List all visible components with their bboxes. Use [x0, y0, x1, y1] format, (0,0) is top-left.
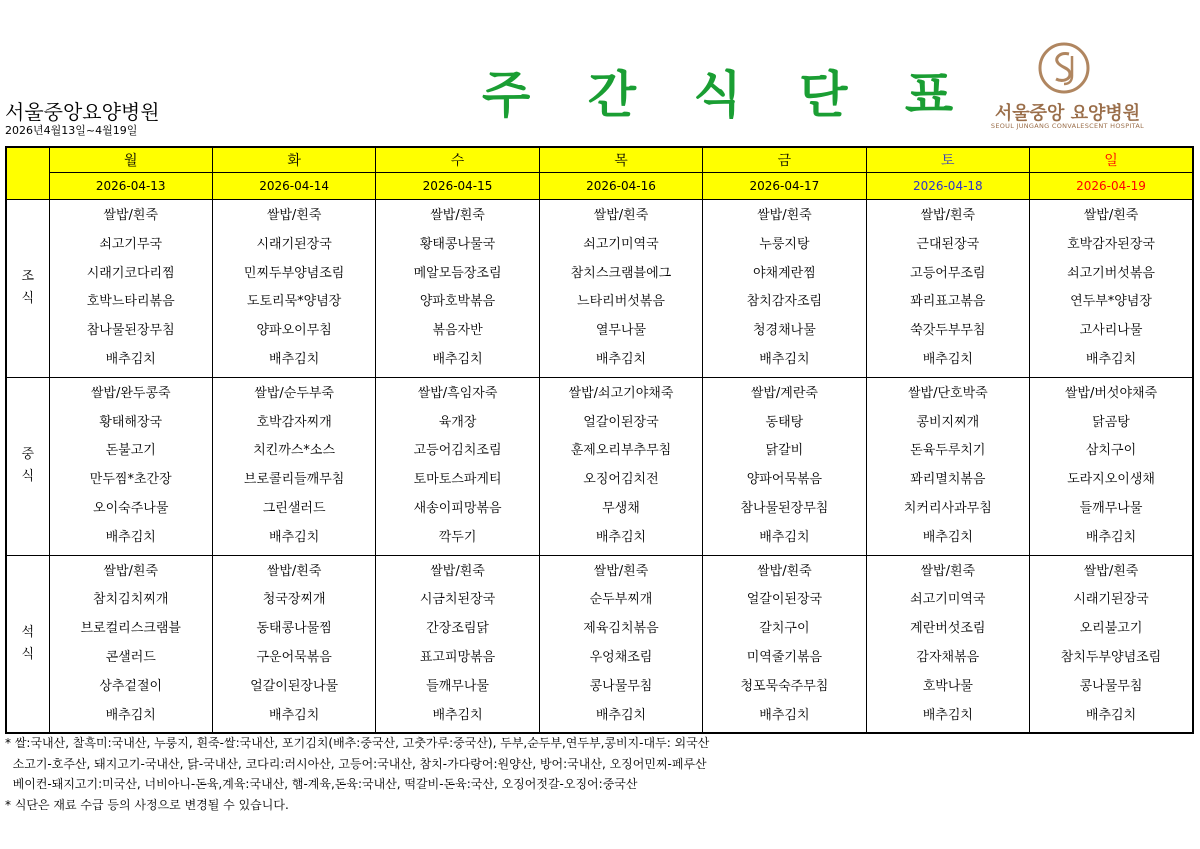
- menu-cell: [49, 555, 212, 733]
- menu-cell: [703, 200, 866, 378]
- menu-item: 야채계란찜: [753, 265, 816, 281]
- menu-cell: [212, 555, 375, 733]
- menu-item: 쌀밥/흰죽: [430, 208, 485, 223]
- menu-cell: [1030, 555, 1193, 733]
- menu-cell: [866, 377, 1029, 555]
- menu-item: 양파오이무침: [256, 323, 332, 339]
- menu-item: 시금치된장국: [419, 592, 496, 608]
- menu-item: 배추김치: [595, 351, 647, 367]
- meal-label-bottom: 식: [21, 291, 35, 307]
- date-header: 2026-04-16: [539, 173, 702, 200]
- menu-item: 오징어김치전: [583, 472, 659, 488]
- menu-item: 근대된장국: [916, 236, 980, 252]
- menu-item: 콩비지찌개: [916, 414, 980, 430]
- menu-item: 쌀밥/흰죽: [266, 208, 322, 223]
- menu-item: 치커리사과무침: [903, 500, 992, 516]
- menu-item: 배추김치: [269, 529, 320, 545]
- menu-item: 동태콩나물찜: [256, 621, 332, 637]
- menu-item: 상추겉절이: [99, 678, 163, 694]
- menu-item: 계란버섯조림: [910, 621, 986, 637]
- menu-item: 도토리묵*양념장: [246, 294, 342, 310]
- menu-cell: [539, 200, 702, 378]
- menu-item: 쇠고기무국: [99, 236, 163, 252]
- menu-item: 육개장: [438, 414, 477, 430]
- meal-row: [6, 200, 1193, 378]
- menu-item: 새송이피망볶음: [413, 500, 502, 516]
- menu-cell: [539, 377, 702, 555]
- menu-item: 누룽지탕: [759, 236, 810, 252]
- meal-label-top: 석: [21, 624, 35, 640]
- note-line: 베이컨-돼지고기:미국산, 너비아니-돈육,계육:국내산, 햄-계육,돈육:국내산, 떡갈비-돈육:국산, 오징어젓갈-오징어:중국산: [5, 777, 638, 791]
- menu-cell: [212, 377, 375, 555]
- menu-item: 표고피망볶음: [419, 649, 496, 665]
- weekly-menu-table: [5, 146, 1194, 734]
- menu-item: 쌀밥/계란죽: [750, 385, 818, 401]
- note-line: 소고기-호주산, 돼지고기-국내산, 닭-국내산, 코다리:러시아산, 고등어:국내산, 참치-가다랑어:원양산, 방어:국내산, 오징어민찌-페루산: [5, 756, 707, 771]
- menu-item: 호박나물: [922, 678, 973, 694]
- menu-item: 쌀밥/흰죽: [103, 208, 159, 223]
- date-header-row: [6, 173, 1193, 200]
- menu-item: 호박느타리볶음: [86, 294, 175, 310]
- menu-item: 고등어무조림: [910, 265, 986, 281]
- menu-item: 참치김치찌개: [93, 592, 169, 608]
- date-header: 2026-04-17: [703, 173, 866, 200]
- menu-cell: [376, 555, 539, 733]
- menu-item: 오리불고기: [1079, 621, 1143, 637]
- menu-cell: [212, 200, 375, 378]
- menu-item: 참치두부양념조림: [1060, 649, 1162, 665]
- menu-item: 호박감자된장국: [1067, 236, 1155, 252]
- menu-item: 만두찜*초간장: [89, 472, 172, 488]
- menu-item: 배추김치: [922, 707, 973, 723]
- menu-cell: [866, 555, 1029, 733]
- day-header: 목: [539, 147, 702, 173]
- menu-item: 시래기된장국: [256, 236, 332, 252]
- menu-item: 우엉채조림: [589, 649, 653, 665]
- menu-item: 황태해장국: [99, 414, 163, 430]
- menu-item: 쌀밥/흑임자죽: [417, 385, 498, 401]
- menu-item: 그린샐러드: [262, 500, 326, 516]
- menu-item: 고사리나물: [1079, 323, 1143, 339]
- menu-item: 민찌두부양념조림: [243, 265, 345, 281]
- menu-cell: [866, 200, 1029, 378]
- menu-item: 브로컬리스크램블: [80, 621, 181, 637]
- menu-item: 배추김치: [269, 707, 320, 723]
- menu-item: 쇠고기미역국: [583, 236, 659, 252]
- menu-item: 쌀밥/흰죽: [593, 208, 649, 223]
- menu-item: 쌀밥/흰죽: [430, 563, 485, 579]
- menu-item: 쌀밥/단호박죽: [907, 385, 988, 401]
- meal-label: [6, 200, 49, 378]
- meal-label-top: 중: [21, 447, 35, 463]
- menu-item: 참나물된장무침: [740, 500, 829, 516]
- menu-item: 들깨무나물: [1079, 500, 1143, 516]
- menu-item: 얼갈이된장국: [583, 414, 659, 430]
- menu-cell: [376, 200, 539, 378]
- menu-item: 콩나물무침: [589, 678, 653, 694]
- menu-cell: [376, 377, 539, 555]
- menu-item: 돈육두루치기: [910, 443, 986, 459]
- menu-item: 쌀밥/흰죽: [593, 563, 649, 579]
- meal-label: [6, 555, 49, 733]
- note-line: * 쌀:국내산, 찰흑미:국내산, 누룽지, 흰죽-쌀:국내산, 포기김치(배추:중국산, 고춧가루:중국산), 두부,순두부,연두부,콩비지-대두: 외국산: [5, 736, 710, 750]
- menu-item: 꽈리표고볶음: [910, 294, 986, 310]
- menu-cell: [49, 200, 212, 378]
- menu-item: 쌀밥/흰죽: [266, 563, 322, 579]
- menu-item: 배추김치: [105, 707, 156, 723]
- date-header: 2026-04-19: [1030, 173, 1193, 200]
- meal-row: [6, 555, 1193, 733]
- menu-item: 배추김치: [759, 529, 810, 545]
- menu-item: 쌀밥/흰죽: [757, 208, 812, 223]
- date-header: 2026-04-15: [376, 173, 539, 200]
- note-line: * 식단은 재료 수급 등의 사정으로 변경될 수 있습니다.: [5, 797, 289, 812]
- menu-item: 훈제오리부추무침: [570, 443, 672, 459]
- logo-subtitle: SEOUL JUNGANG CONVALESCENT HOSPITAL: [990, 122, 1145, 130]
- logo-name: 서울중앙 요양병원: [994, 103, 1141, 124]
- menu-item: 쌀밥/흰죽: [103, 563, 159, 579]
- menu-item: 참치감자조림: [746, 294, 823, 310]
- date-range: 2026년4월13일~4월19일: [5, 124, 138, 137]
- menu-item: 닭곰탕: [1092, 414, 1130, 430]
- meal-row: [6, 377, 1193, 555]
- menu-item: 시래기된장국: [1073, 592, 1149, 608]
- menu-item: 갈치구이: [759, 621, 810, 637]
- menu-cell: [539, 555, 702, 733]
- menu-item: 쌀밥/흰죽: [1083, 563, 1139, 579]
- menu-item: 오이숙주나물: [93, 500, 169, 516]
- menu-item: 동태탕: [765, 414, 804, 430]
- menu-item: 돈불고기: [105, 443, 156, 459]
- menu-item: 쌀밥/쇠고기야채죽: [568, 385, 674, 401]
- menu-item: 볶음자반: [432, 323, 483, 339]
- hospital-name: 서울중앙요양병원: [5, 100, 160, 124]
- menu-item: 배추김치: [1085, 529, 1137, 545]
- menu-item: 쌀밥/흰죽: [920, 208, 976, 223]
- menu-item: 참나물된장무침: [86, 323, 175, 339]
- menu-item: 들깨무나물: [426, 678, 489, 694]
- menu-item: 배추김치: [759, 707, 810, 723]
- menu-item: 배추김치: [105, 529, 156, 545]
- hospital-logo: [985, 42, 1150, 137]
- menu-item: 참치스크램블에그: [570, 265, 672, 281]
- meal-label-bottom: 식: [21, 646, 35, 662]
- origin-notes: [5, 733, 709, 815]
- menu-item: 감자채볶음: [916, 649, 980, 665]
- menu-item: 치킨까스*소스: [253, 443, 336, 459]
- menu-cell: [49, 377, 212, 555]
- menu-item: 얼갈이된장국: [746, 592, 823, 608]
- day-header: 금: [703, 147, 866, 173]
- page-title: 주 간 식 단 표: [482, 66, 974, 124]
- menu-item: 쌀밥/버섯야채죽: [1064, 385, 1158, 401]
- menu-item: 배추김치: [432, 351, 483, 367]
- menu-cell: [1030, 200, 1193, 378]
- meal-label: [6, 377, 49, 555]
- menu-item: 양파호박볶음: [419, 294, 496, 310]
- menu-item: 간장조림닭: [426, 621, 489, 637]
- menu-item: 얼갈이된장나물: [250, 678, 339, 694]
- menu-item: 순두부찌개: [589, 592, 653, 608]
- day-header: 토: [866, 147, 1029, 173]
- menu-item: 쑥갓두부무침: [910, 323, 986, 339]
- menu-item: 쇠고기미역국: [910, 592, 986, 608]
- menu-item: 느타리버섯볶음: [577, 294, 665, 310]
- menu-item: 콩나물무침: [1079, 678, 1143, 694]
- date-header: 2026-04-18: [866, 173, 1029, 200]
- menu-item: 미역줄기볶음: [746, 649, 823, 665]
- menu-item: 배추김치: [595, 529, 647, 545]
- menu-item: 청국장찌개: [262, 592, 326, 608]
- menu-item: 토마토스파게티: [413, 472, 502, 488]
- day-header-row: [6, 147, 1193, 173]
- menu-item: 시래기코다리찜: [86, 265, 175, 281]
- menu-item: 삼치구이: [1085, 443, 1137, 459]
- day-header: 일: [1030, 147, 1193, 173]
- menu-item: 쌀밥/완두콩죽: [90, 385, 171, 401]
- menu-item: 배추김치: [595, 707, 647, 723]
- menu-item: 무생채: [602, 500, 640, 516]
- menu-item: 콘샐러드: [105, 649, 156, 665]
- menu-item: 깍두기: [438, 529, 477, 545]
- menu-item: 배추김치: [1085, 707, 1137, 723]
- menu-item: 배추김치: [105, 351, 156, 367]
- date-header: 2026-04-13: [49, 173, 212, 200]
- menu-item: 쌀밥/흰죽: [1083, 208, 1139, 223]
- day-header: 화: [212, 147, 375, 173]
- menu-cell: [703, 377, 866, 555]
- menu-item: 쌀밥/흰죽: [920, 563, 976, 579]
- menu-cell: [1030, 377, 1193, 555]
- menu-item: 브로콜리들깨무침: [243, 472, 345, 488]
- corner-cell: [6, 147, 49, 200]
- menu-cell: [703, 555, 866, 733]
- meal-label-bottom: 식: [21, 469, 35, 485]
- menu-item: 청경채나물: [753, 323, 816, 339]
- menu-item: 닭갈비: [765, 443, 804, 459]
- meal-label-top: 조: [21, 269, 35, 285]
- date-header: 2026-04-14: [212, 173, 375, 200]
- menu-item: 고등어김치조림: [413, 443, 502, 459]
- menu-item: 황태콩나물국: [419, 236, 496, 252]
- menu-item: 배추김치: [269, 351, 320, 367]
- menu-item: 구운어묵볶음: [256, 649, 332, 665]
- menu-item: 배추김치: [1085, 351, 1137, 367]
- menu-item: 꽈리멸치볶음: [910, 472, 986, 488]
- menu-item: 쇠고기버섯볶음: [1067, 265, 1155, 281]
- menu-item: 쌀밥/순두부죽: [254, 385, 334, 401]
- menu-item: 배추김치: [922, 351, 973, 367]
- menu-item: 메알모듬장조림: [413, 265, 502, 281]
- menu-item: 배추김치: [432, 707, 483, 723]
- menu-item: 쌀밥/흰죽: [757, 563, 812, 579]
- day-header: 월: [49, 147, 212, 173]
- menu-item: 호박감자찌개: [256, 414, 332, 430]
- hospital-logo-icon: [1036, 42, 1092, 94]
- menu-item: 배추김치: [759, 351, 810, 367]
- menu-item: 배추김치: [922, 529, 973, 545]
- menu-item: 제육김치볶음: [583, 621, 659, 637]
- menu-item: 양파어묵볶음: [746, 472, 823, 488]
- menu-item: 열무나물: [595, 323, 647, 339]
- day-header: 수: [376, 147, 539, 173]
- menu-item: 연두부*양념장: [1070, 294, 1152, 310]
- menu-item: 도라지오이생채: [1067, 472, 1155, 488]
- menu-item: 청포묵숙주무침: [740, 678, 829, 694]
